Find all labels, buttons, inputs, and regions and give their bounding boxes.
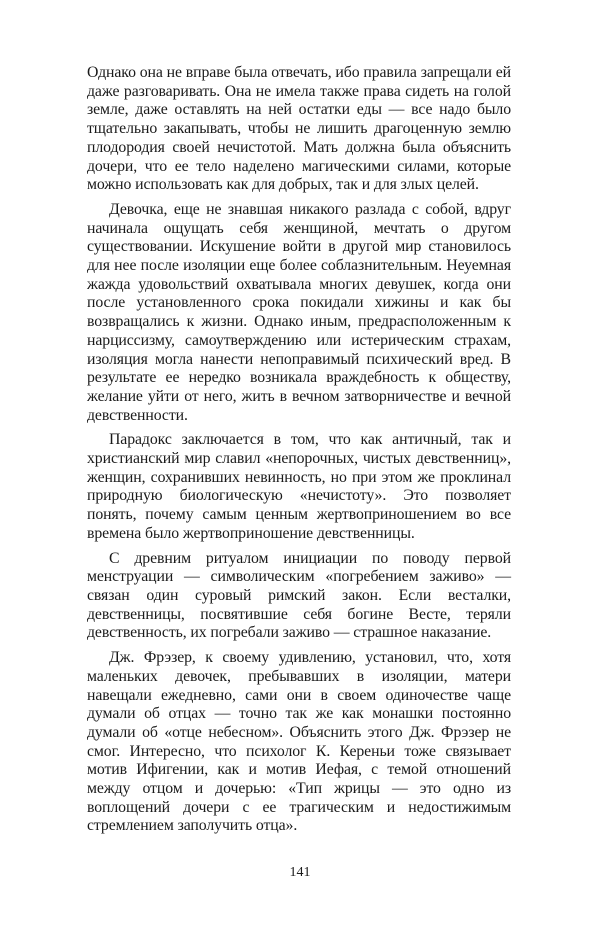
paragraph-3: Парадокс заключается в том, что как античный, так и христианский мир славил «непорочных, чистых девственниц», женщин, сохранивших невинность, но при этом же проклинал природную биологическую «нечистоту». Это позволяет понять, почему самым ценным жертвоприношением во все времена было жертвоприношение девственницы. (87, 431, 511, 542)
page-number: 141 (289, 865, 311, 880)
page-body (87, 64, 511, 842)
paragraph-1: Однако она не вправе была отвечать, ибо правила запрещали ей даже разговаривать. Она не имела также права сидеть на голой земле, даже оставлять на ней остатки еды — все надо было тщательно закапывать, чтобы не лишить драгоценную землю плодородия своей нечистотой. Мать должна была объяснить дочери, что ее тело наделено магическими силами, которые можно использовать как для добрых, так и для злых целей. (87, 64, 511, 194)
paragraph-5: Дж. Фрэзер, к своему удивлению, установил, что, хотя маленьких девочек, пребывавших в изоляции, матери навещали ежедневно, сами они в своем одиночестве чаще думали об отцах — точно так же как монашки постоянно думали об «отце небесном». Объяснить этого Дж. Фрэзер не смог. Интересно, что психолог К. Кереньи тоже связывает мотив Ифигении, как и мотив Иефая, с темой отношений между отцом и дочерью: «Тип жрицы — это одно из воплощений дочери с ее трагическим и недостижимым стремлением заполучить отца». (87, 649, 511, 835)
paragraph-4: С древним ритуалом инициации по поводу первой менструации — символическим «погребением заживо» — связан один суровый римский закон. Если весталки, девственницы, посвятившие себя богине Весте, теряли девственность, их погребали заживо — страшное наказание. (87, 549, 511, 642)
paragraph-2: Девочка, еще не знавшая никакого разлада с собой, вдруг начинала ощущать себя женщиной, мечтать о другом существовании. Искушение войти в другой мир становилось для нее после изоляции еще более соблазнительным. Неуемная жажда удовольствий охватывала многих девушек, когда они после установленного срока покидали хижины и как бы возвращались к жизни. Однако иным, предрасположенным к нарциссизму, самоутверждению или истерическим страхам, изоляция могла нанести непоправимый психический вред. В результате ее нередко возникала враждебность к обществу, желание уйти от него, жить в вечном затворничестве и вечной девственности. (87, 200, 511, 424)
